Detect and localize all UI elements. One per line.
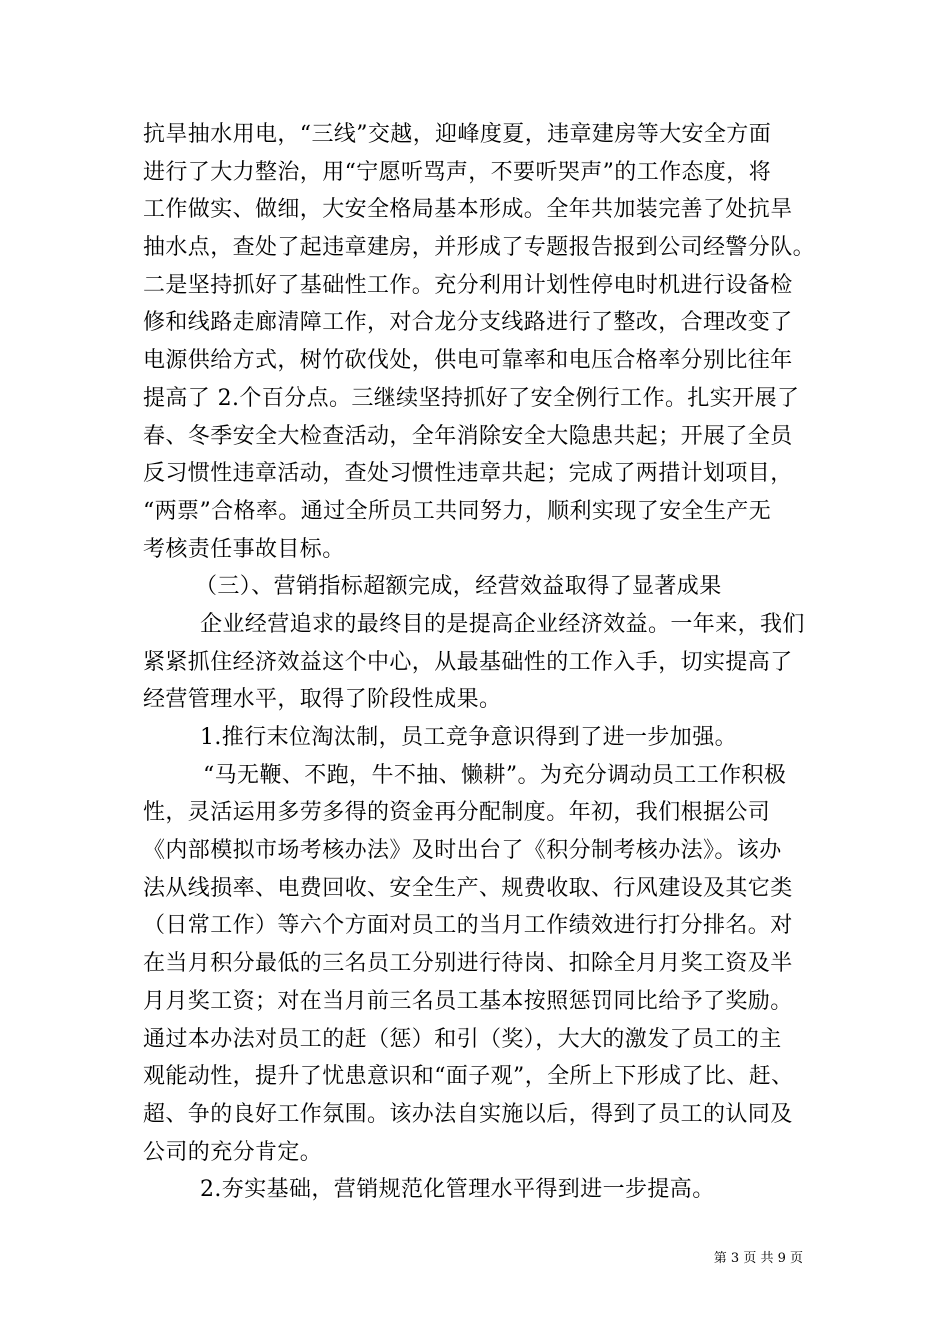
text-line: 观能动性，提升了忧患意识和“面子观”，全所上下形成了比、赶、 — [143, 1064, 794, 1090]
text-line: 性，灵活运用多劳多得的资金再分配制度。年初，我们根据公司 — [143, 800, 771, 826]
text-line: 反习惯性违章活动，查处习惯性违章共起；完成了两措计划项目， — [143, 461, 793, 487]
text-line: 超、争的良好工作氛围。该办法自实施以后，得到了员工的认同及 — [143, 1101, 793, 1127]
text-line: 通过本办法对员工的赶（惩）和引（奖），大大的激发了员工的主 — [143, 1026, 782, 1052]
text-line: 月月奖工资；对在当月前三名员工基本按照惩罚同比给予了奖励。 — [143, 988, 793, 1014]
text-line: 修和线路走廊清障工作，对合龙分支线路进行了整改，合理改变了 — [143, 310, 793, 336]
text-line: 公司的充分肯定。 — [143, 1139, 323, 1165]
text-line: “两票”合格率。通过全所员工共同努力，顺利实现了安全生产无 — [143, 498, 772, 524]
text-line: 工作做实、做细，大安全格局基本形成。全年共加装完善了处抗旱 — [143, 197, 793, 223]
text-line: 进行了大力整治，用“宁愿听骂声，不要听哭声”的工作态度，将 — [143, 159, 772, 185]
document-body — [143, 116, 833, 1209]
subheading: 2.夯实基础，营销规范化管理水平得到进一步提高。 — [200, 1177, 715, 1203]
subheading: 1.推行末位淘汰制，员工竞争意识得到了进一步加强。 — [200, 725, 737, 750]
text-line: 经营管理水平，取得了阶段性成果。 — [143, 687, 502, 713]
section-heading: （三）、营销指标超额完成，经营效益取得了显著成果 — [195, 574, 722, 600]
text-line: 抗旱抽水用电，“三线”交越，迎峰度夏，违章建房等大安全方面 — [143, 122, 772, 147]
text-line: 法从线损率、电费回收、安全生产、规费收取、行风建设及其它类 — [143, 875, 793, 901]
text-line: 在当月积分最低的三名员工分别进行待岗、扣除全月月奖工资及半 — [143, 951, 793, 977]
paragraph-first-line: “马无鞭、不跑，牛不抽、懒耕”。为充分调动员工工作积极 — [203, 762, 787, 788]
text-line: 提高了 2.个百分点。三继续坚持抓好了安全例行工作。扎实开展了 — [143, 385, 800, 411]
paragraph-first-line: 企业经营追求的最终目的是提高企业经济效益。一年来，我们 — [200, 611, 805, 637]
text-line: 《内部模拟市场考核办法》及时出台了《积分制考核办法》。该办 — [143, 838, 782, 864]
text-line: 抽水点，查处了起违章建房，并形成了专题报告报到公司经警分队。 — [143, 235, 816, 261]
text-line: （日常工作）等六个方面对员工的当月工作绩效进行打分排名。对 — [143, 913, 793, 939]
text-line: 考核责任事故目标。 — [143, 536, 345, 562]
text-line: 紧紧抓住经济效益这个中心，从最基础性的工作入手，切实提高了 — [143, 649, 793, 675]
text-line: 春、冬季安全大检查活动，全年消除安全大隐患共起；开展了全员 — [143, 423, 793, 449]
text-line: 电源供给方式，树竹砍伐处，供电可靠率和电压合格率分别比往年 — [143, 348, 793, 374]
text-line: 二是坚持抓好了基础性工作。充分利用计划性停电时机进行设备检 — [143, 272, 793, 298]
page-number-footer: 第 3 页 共 9 页 — [713, 1251, 803, 1266]
